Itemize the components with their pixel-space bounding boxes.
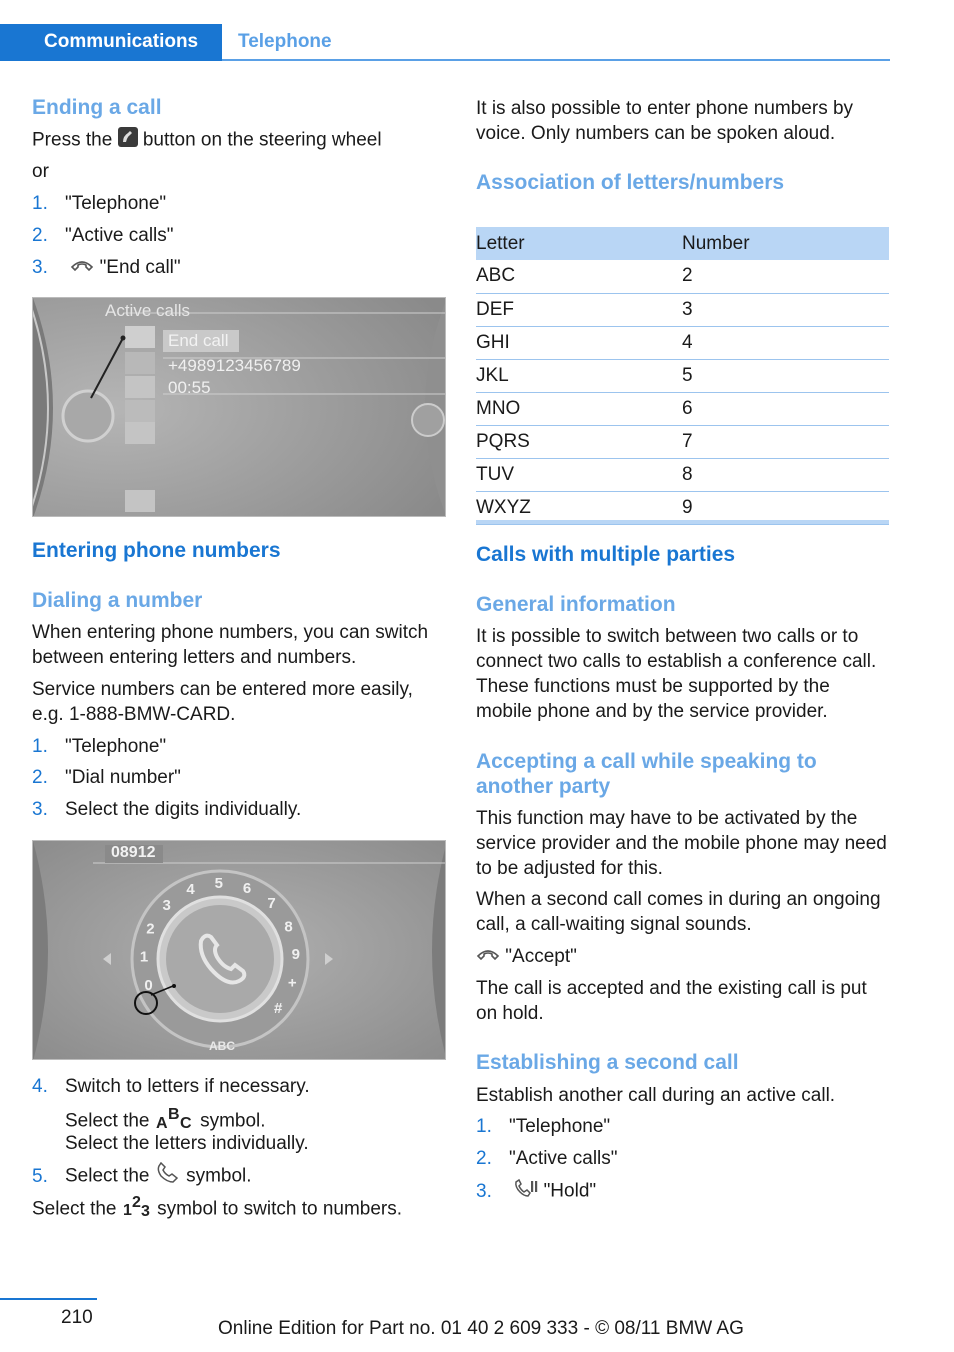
association-heading: Association of letters/numbers — [476, 171, 785, 194]
second-step-2: 2. "Active calls" — [476, 1148, 618, 1169]
table-cell-number: 9 — [676, 491, 889, 524]
dialing-step-2: 2. "Dial number" — [32, 767, 181, 788]
dialing-step-1: 1. "Telephone" — [32, 736, 167, 757]
dial-digit: 7 — [267, 895, 276, 913]
general-info-heading: General information — [476, 593, 676, 616]
shot2-abc: ABC — [209, 1039, 235, 1053]
table-header-number: Number — [676, 227, 889, 260]
dial-digit: 5 — [214, 875, 223, 892]
shot1-number: +4989123456789 — [168, 356, 301, 375]
accepting-paragraph-1: This function may have to be activated by the service provider and the mobile phone may need to be adjusted for this. — [476, 808, 887, 879]
dial-digit: 0 — [144, 977, 153, 994]
dialing-step-4: 4. Switch to letters if necessary. — [32, 1076, 310, 1097]
section-tab — [0, 24, 222, 61]
table-cell-number: 5 — [676, 359, 889, 392]
dialing-step-3: 3. Select the digits individually. — [32, 799, 302, 820]
dialing-step-5: 5. Select the symbol. — [32, 1162, 252, 1191]
123-symbol-icon — [122, 1194, 152, 1225]
shot1-duration: 00:55 — [168, 378, 211, 397]
dial-digit: 9 — [291, 946, 300, 964]
table-cell-letter: JKL — [476, 359, 676, 392]
table-cell-letter: MNO — [476, 392, 676, 425]
end-call-icon — [70, 255, 94, 280]
dialing-paragraph-2: Service numbers can be entered more easily, e.g. 1-888-BMW-CARD. — [32, 679, 413, 725]
accept-call-icon — [476, 944, 500, 969]
svg-text:1: 1 — [122, 1202, 132, 1218]
dial-digit: # — [274, 999, 283, 1017]
table-cell-letter: ABC — [476, 260, 676, 293]
table-cell-number: 8 — [676, 458, 889, 491]
table-cell-number: 7 — [676, 425, 889, 458]
table-row — [476, 458, 889, 491]
general-info-paragraph: It is possible to switch between two calls or to connect two calls to establish a conference call. These functions must be supported by the mobile phone and by the service provider. — [476, 626, 877, 722]
subsection-title: Telephone — [238, 31, 332, 52]
table-row — [476, 359, 889, 392]
accepting-paragraph-3: The call is accepted and the existing call is put on hold. — [476, 978, 867, 1024]
final-instruction: Select the 1 2 3 symbol to switch to numbers. — [32, 1194, 402, 1225]
ending-call-heading: Ending a call — [32, 96, 162, 119]
table-cell-number: 6 — [676, 392, 889, 425]
section-title: Communications — [44, 31, 199, 52]
shot1-end-call: End call — [168, 331, 229, 350]
dial-digit: 2 — [146, 920, 155, 938]
shot2-entry: 08912 — [111, 844, 156, 861]
dial-digit: 1 — [139, 948, 149, 966]
accepting-paragraph-2: When a second call comes in during an ongoing call, a call-waiting signal sounds. — [476, 889, 881, 935]
hold-call-icon — [514, 1178, 538, 1205]
table-cell-letter: PQRS — [476, 425, 676, 458]
table-header-row — [476, 227, 889, 260]
dialing-step-4-sub2: Select the letters individually. — [65, 1133, 309, 1154]
table-row — [476, 392, 889, 425]
second-step-3: 3. "Hold" — [476, 1178, 596, 1205]
dial-number-screenshot — [32, 840, 446, 1060]
table-bottom-rule — [476, 520, 889, 524]
ending-call-text — [32, 127, 382, 154]
svg-text:B: B — [167, 1106, 180, 1123]
table-row — [476, 326, 889, 359]
dial-digit: 4 — [186, 880, 195, 898]
footer-rule — [0, 1298, 97, 1300]
dialing-paragraph-1: When entering phone numbers, you can switch between entering letters and numbers. — [32, 622, 429, 668]
svg-text:C: C — [179, 1115, 192, 1130]
edition-note: Online Edition for Part no. 01 40 2 609 333 - © 08/11 BMW AG — [218, 1318, 744, 1339]
second-step-1: 1. "Telephone" — [476, 1116, 611, 1137]
multiple-parties-heading: Calls with multiple parties — [476, 543, 736, 566]
ending-step-1: 1. "Telephone" — [32, 193, 167, 214]
phone-button-icon — [118, 127, 138, 154]
table-row — [476, 260, 889, 293]
ending-or: or — [32, 161, 49, 182]
letters-numbers-table — [476, 227, 889, 525]
header-rule — [222, 59, 890, 61]
table-cell-number: 4 — [676, 326, 889, 359]
svg-text:3: 3 — [140, 1203, 150, 1218]
ending-step-2: 2. "Active calls" — [32, 225, 174, 246]
table-cell-number: 2 — [676, 260, 889, 293]
ending-step-3: 3. "End call" — [32, 255, 181, 280]
voice-paragraph: It is also possible to enter phone numbers by voice. Only numbers can be spoken aloud. — [476, 98, 854, 144]
table-cell-number: 3 — [676, 293, 889, 326]
table-row — [476, 425, 889, 458]
dial-digit: 3 — [162, 896, 171, 914]
ending-text-b: button on the steering wheel — [142, 129, 382, 151]
ending-text-a: Press the — [32, 129, 113, 151]
accepting-call-heading: Accepting a call while speaking to another party — [476, 750, 817, 798]
dialing-heading: Dialing a number — [32, 589, 203, 612]
table-cell-letter: GHI — [476, 326, 676, 359]
svg-text:2: 2 — [131, 1194, 141, 1211]
dial-digit: 6 — [242, 880, 252, 897]
dial-digit: 8 — [284, 918, 293, 936]
svg-text:A: A — [155, 1115, 168, 1130]
second-call-heading: Establishing a second call — [476, 1051, 739, 1074]
entering-numbers-heading: Entering phone numbers — [32, 539, 281, 562]
table-cell-letter: WXYZ — [476, 491, 676, 524]
active-calls-screenshot — [32, 297, 446, 517]
dialing-step-4-sub: Select the A B C symbol. — [65, 1106, 266, 1137]
second-call-paragraph: Establish another call during an active call. — [476, 1085, 836, 1106]
table-row — [476, 293, 889, 326]
table-cell-letter: DEF — [476, 293, 676, 326]
dial-digit: + — [287, 974, 297, 992]
handset-symbol-icon — [155, 1162, 181, 1191]
shot1-title: Active calls — [105, 301, 191, 320]
table-header-letter: Letter — [476, 227, 676, 260]
accept-action: "Accept" — [476, 944, 577, 969]
page-number: 210 — [61, 1307, 93, 1328]
table-cell-letter: TUV — [476, 458, 676, 491]
